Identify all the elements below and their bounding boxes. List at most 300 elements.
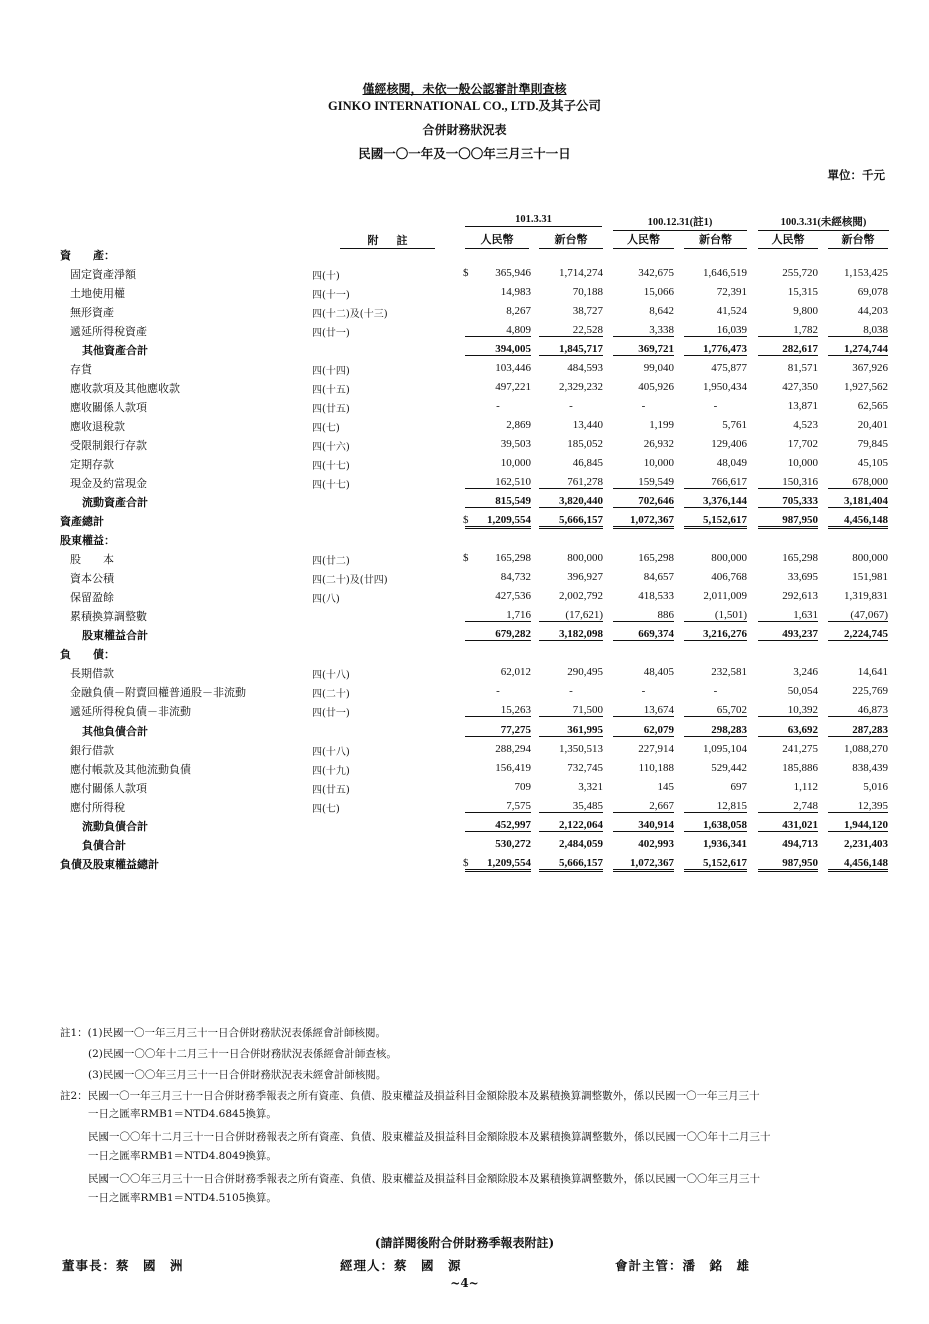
value-cell: - [496,685,500,698]
value-cell: 288,294 [495,742,531,755]
value-cell: 452,997 [465,819,531,832]
table-row [0,511,929,530]
value-cell: 162,510 [465,476,531,489]
value-cell: 145 [657,780,674,793]
footnote-2-2b: 一日之匯率RMB1＝NTD4.8049換算。 [88,1150,277,1162]
table-row [0,587,929,606]
value-cell: 1,350,513 [559,742,603,755]
footnote-2-2a: 民國一〇〇年十二月三十一日合併財務報表之所有資產、負債、股東權益及損益科目金額除股本及累積換算調整數外，係以民國一〇〇年十二月三十 [88,1131,771,1143]
value-cell: 1,072,367 [613,514,674,529]
value-cell: 2,484,059 [559,837,603,850]
value-cell: 494,713 [782,837,818,850]
table-row [0,568,929,587]
value-cell: 2,231,403 [844,837,888,850]
value-cell: 669,374 [613,628,674,641]
value-cell: 1,944,120 [828,819,888,832]
value-cell: 129,406 [711,438,747,451]
value-cell: 3,338 [613,324,674,337]
row-label: 長期借款 [70,667,114,681]
table-row [0,682,929,701]
value-cell: 287,283 [828,724,888,737]
value-cell: 15,315 [787,286,818,299]
row-label: 資產總計 [60,515,104,529]
value-cell: 71,500 [539,704,603,717]
value-cell: - [569,400,573,413]
table-row [0,397,929,416]
value-cell: 298,283 [684,724,747,737]
value-cell: 255,720 [782,267,818,280]
value-cell: 72,391 [716,286,747,299]
table-row [0,378,929,397]
table-row [0,321,929,340]
value-cell: 709 [514,780,531,793]
value-cell: 46,873 [828,704,888,717]
value-cell: 3,820,440 [539,495,603,508]
value-cell: 5,666,157 [539,514,603,529]
table-row [0,625,929,644]
value-cell: 1,714,274 [559,267,603,280]
value-cell: 987,950 [758,514,818,529]
row-label: 無形資產 [70,306,114,320]
value-cell: 165,298 [495,552,531,565]
value-cell: 185,886 [782,761,818,774]
value-cell: 1,638,058 [684,819,747,832]
row-label: 金融負債－附賣回權普通股－非流動 [70,686,246,700]
row-note-ref: 四(廿一) [312,328,350,340]
row-label: 應收退稅款 [70,420,125,434]
value-cell: 2,869 [506,419,531,432]
value-cell: 50,054 [787,685,818,698]
value-cell: 1,845,717 [539,343,603,356]
value-cell: 342,675 [638,267,674,280]
value-cell: 705,333 [758,495,818,508]
table-row [0,283,929,302]
value-cell: 1,927,562 [844,381,888,394]
value-cell: 13,871 [787,400,818,413]
table-row [0,359,929,378]
value-cell: 77,275 [465,724,531,737]
row-label: 保留盈餘 [70,591,114,605]
footnote-2-1a: 註2：民國一〇一年三月三十一日合併財務季報表之所有資產、負債、股東權益及損益科目金額除股本及累積換算調整數外，係以民國一〇一年三月三十 [60,1090,760,1102]
value-cell: 800,000 [567,552,603,565]
statement-title: 合併財務狀況表 [422,123,507,137]
value-cell: 10,000 [500,457,531,470]
value-cell: 761,278 [539,476,603,489]
value-cell: 800,000 [852,552,888,565]
value-cell: 8,642 [649,305,674,318]
row-label: 固定資產淨額 [70,268,136,282]
value-cell: 3,321 [578,780,603,793]
row-note-ref: 四(十一) [312,290,350,302]
value-cell: 369,721 [613,343,674,356]
table-row [0,854,929,873]
value-cell: 431,021 [758,819,818,832]
value-cell: 62,012 [500,666,531,679]
value-cell: 44,203 [857,305,888,318]
value-cell: 20,401 [857,419,888,432]
table-row [0,740,929,759]
row-note-ref: 四(七) [312,803,340,815]
value-cell: 10,000 [643,457,674,470]
value-cell: 367,926 [852,362,888,375]
value-cell: 5,016 [863,780,888,793]
value-cell: 365,946 [495,267,531,280]
row-note-ref: 四(十九) [312,765,350,777]
value-cell: 1,112 [793,780,818,793]
value-cell: 766,617 [684,476,747,489]
row-note-ref: 四(十) [312,271,340,283]
value-cell: - [713,400,718,413]
value-cell: 3,246 [793,666,818,679]
value-cell: 63,692 [758,724,818,737]
row-label: 應付所得稅 [70,800,125,814]
notes-column-header: 附註 [340,232,435,249]
value-cell: 3,182,098 [539,628,603,641]
value-cell: 1,716 [465,609,531,622]
value-cell: 15,066 [643,286,674,299]
col-ntd-3: 新台幣 [828,231,888,249]
value-cell: 1,950,434 [703,381,747,394]
row-label: 受限制銀行存款 [70,439,147,453]
row-label: 應付帳款及其他流動負債 [70,762,191,776]
value-cell: 3,216,276 [684,628,747,641]
row-label: 現金及約當現金 [70,477,147,491]
value-cell: 13,674 [613,704,674,717]
value-cell: 1,072,367 [613,857,674,872]
row-label: 應收款項及其他應收款 [70,382,180,396]
value-cell: 48,049 [716,457,747,470]
row-note-ref: 四(七) [312,423,340,435]
table-row [0,721,929,740]
unit-label: 單位：千元 [827,168,885,182]
table-row [0,759,929,778]
value-cell: (47,067) [828,609,888,622]
row-note-ref: 四(廿一) [312,708,350,720]
table-row [0,416,929,435]
value-cell: 4,809 [465,324,531,337]
row-note-ref: 四(十八) [312,670,350,682]
value-cell: 62,565 [857,400,888,413]
row-label: 應收關係人款項 [70,401,147,415]
value-cell: 15,263 [465,704,531,717]
row-note-ref: 四(十五) [312,385,350,397]
footnote-1-2: (2)民國一〇〇年十二月三十一日合併財務狀況表係經會計師查核。 [88,1048,397,1060]
value-cell: 282,617 [758,343,818,356]
table-row [0,454,929,473]
table-row [0,816,929,835]
value-cell: 41,524 [716,305,747,318]
value-cell: 1,088,270 [844,742,888,755]
value-cell: 81,571 [787,362,818,375]
row-label: 股 本 [70,553,114,567]
value-cell: 396,927 [567,571,603,584]
value-cell: 418,533 [638,590,674,603]
value-cell: 427,536 [495,590,531,603]
value-cell: 1,936,341 [703,837,747,850]
value-cell: 8,038 [828,324,888,337]
row-label: 股東權益： [60,534,115,548]
row-label: 遞延所得稅資產 [70,325,147,339]
value-cell: 10,000 [787,457,818,470]
value-cell: 14,641 [857,666,888,679]
value-cell: 165,298 [782,552,818,565]
table-row [0,778,929,797]
value-cell: 150,316 [758,476,818,489]
audit-note: 僅經核閱，未依一般公認審計準則查核 [362,82,567,96]
table-row [0,606,929,625]
footnote-1-1: 註1：(1)民國一〇一年三月三十一日合併財務狀況表係經會計師核閱。 [60,1027,387,1039]
value-cell: 732,745 [567,761,603,774]
row-label: 股東權益合計 [82,629,148,643]
value-cell: 3,181,404 [828,495,888,508]
footnote-2-3a: 民國一〇〇年三月三十一日合併財務季報表之所有資產、負債、股東權益及損益科目金額除股本及累積換算調整數外，係以民國一〇〇年三月三十 [88,1173,760,1185]
row-note-ref: 四(二十)及(廿四) [312,575,388,587]
manager-signature: 經理人：蔡 國 源 [340,1258,462,1273]
value-cell: 493,237 [758,628,818,641]
value-cell: 1,274,744 [828,343,888,356]
value-cell: 678,000 [828,476,888,489]
column-group-100-12-31: 100.12.31(註1) [613,214,747,231]
value-cell: 2,002,792 [559,590,603,603]
table-row [0,701,929,720]
value-cell: 405,926 [638,381,674,394]
row-label: 流動資產合計 [82,496,148,510]
value-cell: - [713,685,718,698]
value-cell: 84,732 [500,571,531,584]
value-cell: 697 [730,780,747,793]
row-label: 負 債： [60,648,115,662]
value-cell: 292,613 [782,590,818,603]
value-cell: 5,152,617 [684,514,747,529]
column-group-100-3-31: 100.3.31(未經核閱) [758,214,889,231]
table-row [0,663,929,682]
value-cell: (1,501) [684,609,747,622]
value-cell: 1,153,425 [844,267,888,280]
value-cell: - [496,400,500,413]
row-note-ref: 四(十七) [312,461,350,473]
column-group-101-3-31: 101.3.31 [465,214,602,227]
footnote-2-3b: 一日之匯率RMB1＝NTD4.5105換算。 [88,1192,277,1204]
row-label: 負債合計 [82,838,126,852]
value-cell: 1,782 [758,324,818,337]
value-cell: 529,442 [711,761,747,774]
see-notes: (請詳閱後附合併財務季報表附註) [374,1236,555,1250]
value-cell: 48,405 [643,666,674,679]
row-note-ref: 四(二十) [312,689,350,701]
value-cell: 22,528 [539,324,603,337]
row-note-ref: 四(廿五) [312,784,350,796]
row-label: 累積換算調整數 [70,610,147,624]
value-cell: 185,052 [567,438,603,451]
value-cell: - [569,685,573,698]
table-row [0,530,929,549]
value-cell: 35,485 [539,800,603,813]
value-cell: 84,657 [643,571,674,584]
value-cell: - [641,685,646,698]
value-cell: 165,298 [638,552,674,565]
row-label: 土地使用權 [70,287,125,301]
company-name: GINKO INTERNATIONAL CO., LTD.及其子公司 [328,99,601,113]
value-cell: 99,040 [643,362,674,375]
row-label: 流動負債合計 [82,819,148,833]
table-row [0,797,929,816]
value-cell: 2,011,009 [703,590,747,603]
value-cell: 987,950 [758,857,818,872]
value-cell: 33,695 [787,571,818,584]
value-cell: 886 [613,609,674,622]
value-cell: 497,221 [495,381,531,394]
value-cell: 2,122,064 [539,819,603,832]
value-cell: 800,000 [711,552,747,565]
value-cell: 8,267 [506,305,531,318]
row-label: 資 產： [60,249,115,262]
value-cell: 290,495 [567,666,603,679]
value-cell: 4,456,148 [828,857,888,872]
value-cell: 702,646 [613,495,674,508]
value-cell: 402,993 [638,837,674,850]
value-cell: 1,631 [758,609,818,622]
footnote-2-1b: 一日之匯率RMB1＝NTD4.6845換算。 [88,1108,277,1120]
value-cell: 815,549 [465,495,531,508]
row-note-ref: 四(十八) [312,746,350,758]
value-cell: 427,350 [782,381,818,394]
value-cell: 1,776,473 [684,343,747,356]
value-cell: 484,593 [567,362,603,375]
value-cell: 1,209,554 [465,857,531,872]
chairman-signature: 董事長：蔡 國 洲 [62,1258,184,1273]
value-cell: 530,272 [495,837,531,850]
row-note-ref: 四(十六) [312,442,350,454]
value-cell: 156,419 [495,761,531,774]
col-rmb-3: 人民幣 [758,231,818,249]
value-cell: 5,666,157 [539,857,603,872]
row-note-ref: 四(十四) [312,366,350,378]
value-cell: 232,581 [711,666,747,679]
table-row [0,473,929,492]
value-cell: 340,914 [613,819,674,832]
col-rmb-2: 人民幣 [613,231,674,249]
footnote-1-3: (3)民國一〇〇年三月三十一日合併財務狀況表未經會計師核閱。 [88,1069,387,1081]
value-cell: 679,282 [465,628,531,641]
value-cell: 2,667 [613,800,674,813]
value-cell: 110,188 [638,761,674,774]
value-cell: 14,983 [500,286,531,299]
col-rmb-1: 人民幣 [465,231,529,249]
value-cell: 62,079 [613,724,674,737]
row-label: 銀行借款 [70,743,114,757]
value-cell: 2,329,232 [559,381,603,394]
table-row [0,549,929,568]
row-label: 定期存款 [70,458,114,472]
value-cell: 2,224,745 [828,628,888,641]
value-cell: 39,503 [500,438,531,451]
value-cell: 13,440 [572,419,603,432]
value-cell: 65,702 [684,704,747,717]
row-label: 負債及股東權益總計 [60,857,159,871]
table-row [0,264,929,283]
value-cell: 1,199 [649,419,674,432]
dollar-sign: $ [463,856,469,869]
value-cell: 3,376,144 [684,495,747,508]
value-cell: - [641,400,646,413]
row-label: 應付關係人款項 [70,781,147,795]
value-cell: 151,981 [852,571,888,584]
row-label: 其他負債合計 [82,724,148,738]
value-cell: 9,800 [793,305,818,318]
col-ntd-1: 新台幣 [539,231,603,249]
value-cell: 12,815 [684,800,747,813]
table-row [0,835,929,854]
dollar-sign: $ [463,514,469,527]
value-cell: 12,395 [828,800,888,813]
value-cell: 70,188 [572,286,603,299]
value-cell: (17,621) [539,609,603,622]
value-cell: 241,275 [782,742,818,755]
value-cell: 79,845 [857,438,888,451]
table-row [0,492,929,511]
table-row [0,644,929,663]
value-cell: 5,152,617 [684,857,747,872]
value-cell: 46,845 [572,457,603,470]
row-label: 存貨 [70,363,92,377]
value-cell: 394,005 [465,343,531,356]
value-cell: 5,761 [722,419,747,432]
row-note-ref: 四(廿二) [312,556,350,568]
value-cell: 406,768 [711,571,747,584]
value-cell: 45,105 [857,457,888,470]
value-cell: 225,769 [852,685,888,698]
value-cell: 7,575 [465,800,531,813]
table-row [0,340,929,359]
value-cell: 2,748 [758,800,818,813]
row-note-ref: 四(十二)及(十三) [312,309,388,321]
dollar-sign: $ [463,267,469,280]
value-cell: 159,549 [613,476,674,489]
value-cell: 26,932 [643,438,674,451]
value-cell: 475,877 [711,362,747,375]
value-cell: 10,392 [758,704,818,717]
value-cell: 1,095,104 [703,742,747,755]
value-cell: 838,439 [852,761,888,774]
value-cell: 38,727 [572,305,603,318]
value-cell: 4,523 [793,419,818,432]
value-cell: 16,039 [684,324,747,337]
value-cell: 103,446 [495,362,531,375]
statement-period: 民國一〇一年及一〇〇年三月三十一日 [358,146,571,161]
value-cell: 4,456,148 [828,514,888,529]
dollar-sign: $ [463,552,469,565]
row-note-ref: 四(廿五) [312,404,350,416]
row-label: 資本公積 [70,572,114,586]
accountant-signature: 會計主管：潘 銘 雄 [615,1258,751,1273]
value-cell: 227,914 [638,742,674,755]
table-row [0,435,929,454]
col-ntd-2: 新台幣 [684,231,747,249]
value-cell: 1,319,831 [844,590,888,603]
value-cell: 1,646,519 [703,267,747,280]
value-cell: 69,078 [857,286,888,299]
value-cell: 1,209,554 [465,514,531,529]
row-note-ref: 四(十七) [312,480,350,492]
value-cell: 17,702 [787,438,818,451]
page-number: ~4~ [450,1276,479,1290]
table-row [0,302,929,321]
row-note-ref: 四(八) [312,594,340,606]
row-label: 遞延所得稅負債－非流動 [70,705,191,719]
row-label: 其他資產合計 [82,344,148,358]
value-cell: 361,995 [539,724,603,737]
table-row [0,245,929,264]
